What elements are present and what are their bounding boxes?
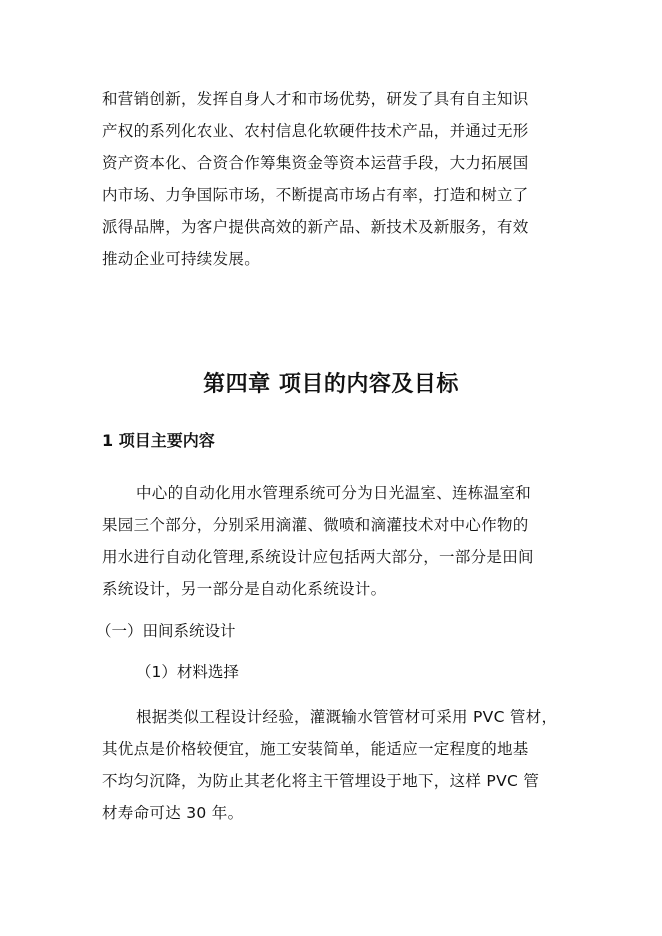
paragraph-line: 和营销创新，发挥自身人才和市场优势，研发了具有自主知识 bbox=[102, 90, 529, 108]
material-paragraph bbox=[102, 701, 562, 829]
paragraph-line: 产权的系列化农业、农村信息化软硬件技术产品，并通过无形 bbox=[102, 122, 529, 140]
paragraph-line: 系统设计，另一部分是自动化系统设计。 bbox=[102, 580, 387, 598]
paragraph-line: 中心的自动化用水管理系统可分为日光温室、连栋温室和 bbox=[136, 484, 532, 502]
section-heading: 1 项目主要内容 bbox=[102, 431, 215, 450]
paragraph-line: 其优点是价格较便宜，施工安装简单，能适应一定程度的地基 bbox=[102, 740, 529, 758]
paragraph-line: 派得品牌，为客户提供高效的新产品、新技术及新服务，有效 bbox=[102, 218, 529, 236]
intro-paragraph bbox=[102, 83, 562, 275]
paragraph-line: 果园三个部分，分别采用滴灌、微喷和滴灌技术对中心作物的 bbox=[102, 516, 529, 534]
content-paragraph bbox=[102, 477, 562, 605]
paragraph-line: 不均匀沉降，为防止其老化将主干管埋设于地下，这样 PVC 管 bbox=[102, 772, 540, 790]
paragraph-line: 资产资本化、合资合作筹集资金等资本运营手段，大力拓展国 bbox=[102, 154, 529, 172]
paragraph-line: 用水进行自动化管理,系统设计应包括两大部分，一部分是田间 bbox=[102, 548, 534, 566]
chapter-title: 第四章 项目的内容及目标 bbox=[203, 371, 459, 397]
subsubsection-heading: （1）材料选择 bbox=[136, 663, 239, 681]
paragraph-line: 推动企业可持续发展。 bbox=[102, 250, 261, 268]
paragraph-line: 根据类似工程设计经验，灌溉输水管管材可采用 PVC 管材， bbox=[136, 708, 558, 726]
paragraph-line: 内市场、力争国际市场，不断提高市场占有率，打造和树立了 bbox=[102, 186, 529, 204]
subsection-heading: （一）田间系统设计 bbox=[96, 622, 236, 640]
paragraph-line: 材寿命可达 30 年。 bbox=[102, 804, 244, 822]
